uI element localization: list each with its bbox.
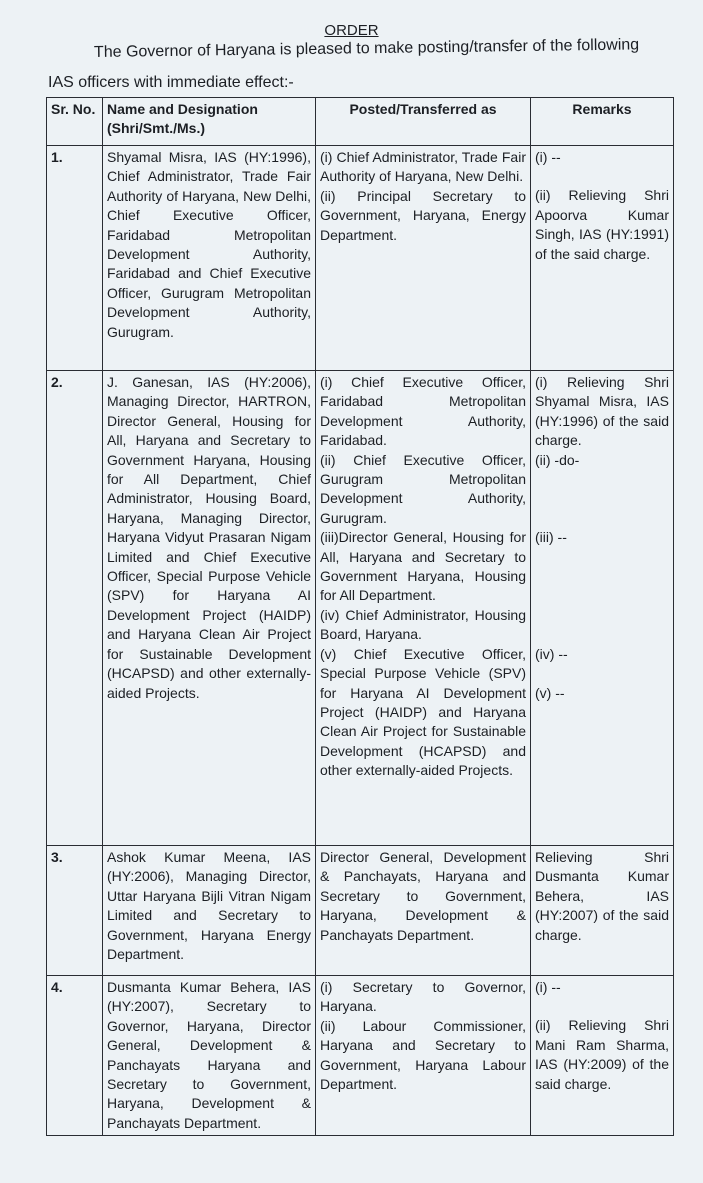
name-cell: Ashok Kumar Meena, IAS (HY:2006), Managing Director, Uttar Haryana Bijli Vitran Nigam Limited and Secretary to Government, Haryana Energy Department. [103, 846, 316, 976]
remark-item: (iii) -- [535, 529, 567, 546]
remarks-cell [531, 976, 674, 1136]
order-title: ORDER [324, 22, 379, 39]
posted-item: (iv) Chief Administrator, Housing Board, Haryana. [320, 606, 526, 643]
remark-item: (iv) -- [535, 646, 568, 663]
header-posted: Posted/Transferred as [316, 98, 531, 146]
sr-cell: 4. [47, 976, 103, 1136]
remark-item: (v) -- [535, 684, 565, 701]
remarks-cell [531, 146, 674, 371]
posted-item: (i) Chief Administrator, Trade Fair Authority of Haryana, New Delhi. [320, 149, 526, 185]
remark-item: (i) -- [535, 979, 561, 995]
name-cell: Shyamal Misra, IAS (HY:1996), Chief Administrator, Trade Fair Authority of Haryana, New Delhi, Chief Executive Officer, Faridabad Metropolitan Development Authority, Faridabad and Chief Executive Officer, Gurugram Metropolitan Development Authority, Gurugram. [103, 146, 316, 371]
table-row [47, 976, 674, 1136]
sr-cell: 3. [47, 846, 103, 976]
posted-item: (ii) Labour Commissioner, Haryana and Secretary to Government, Haryana Labour Department. [320, 1017, 526, 1093]
name-cell: Dusmanta Kumar Behera, IAS (HY:2007), Secretary to Governor, Haryana, Director General, Development & Panchayats Haryana and Secretary to Government, Haryana, Development & Panchayats Department. [103, 976, 316, 1136]
remark-item: (ii) Relieving Shri Apoorva Kumar Singh, IAS (HY:1991) of the said charge. [535, 187, 669, 262]
remark-item: (i) Relieving Shri Shyamal Misra, IAS (HY:1996) of the said charge. [535, 374, 669, 449]
table-row [47, 371, 674, 846]
table-row [47, 846, 674, 976]
remark-item: (i) -- [535, 149, 561, 165]
header-sr: Sr. No. [47, 98, 103, 146]
remarks-cell [531, 846, 674, 976]
name-cell: J. Ganesan, IAS (HY:2006), Managing Director, HARTRON, Director General, Housing for All, Haryana and Secretary to Government Haryana, Housing for All Department, Chief Administrator, Housing Board, Haryana, Managing Director, Haryana Vidyut Prasaran Nigam Limited and Chief Executive Officer, Special Purpose Vehicle (SPV) for Haryana AI Development Project (HAIDP) and Haryana Clean Air Project for Sustainable Development (HCAPSD) and other externally-aided Projects. [103, 371, 316, 846]
remarks-cell [531, 371, 674, 846]
sr-cell: 2. [47, 371, 103, 846]
posted-cell [316, 371, 531, 846]
sr-cell: 1. [47, 146, 103, 371]
remark-item: Relieving Shri Dusmanta Kumar Behera, IAS (HY:2007) of the said charge. [535, 849, 669, 943]
table-header-row [47, 98, 674, 146]
posted-cell [316, 146, 531, 371]
posted-item: (i) Chief Executive Officer, Faridabad Metropolitan Development Authority, Faridabad. [320, 374, 526, 449]
intro-text-line2: IAS officers with immediate effect:- [48, 74, 294, 91]
posted-cell [316, 846, 531, 976]
intro-text-line1: The Governor of Haryana is pleased to make posting/transfer of the following [93, 36, 640, 61]
transfer-table [46, 97, 674, 1136]
posted-item: Director General, Development & Panchayats, Haryana and Secretary to Government, Haryana, Development & Panchayats Department. [320, 849, 526, 943]
header-remarks: Remarks [531, 98, 674, 146]
remark-item: (ii) -do- [535, 451, 580, 468]
posted-item: (ii) Chief Executive Officer, Gurugram Metropolitan Development Authority, Gurugram. [320, 451, 526, 526]
posted-item: (i) Secretary to Governor, Haryana. [320, 979, 526, 1015]
table-row [47, 146, 674, 371]
posted-cell [316, 976, 531, 1136]
posted-item: (v) Chief Executive Officer, Special Purpose Vehicle (SPV) for Haryana AI Development Project (HAIDP) and Haryana Clean Air Project for Sustainable Development (HCAPSD) and other externally-aided Projects. [320, 645, 526, 779]
header-name: Name and Designation (Shri/Smt./Ms.) [103, 98, 316, 146]
posted-item: (ii) Principal Secretary to Government, Haryana, Energy Department. [320, 187, 526, 243]
remark-item: (ii) Relieving Shri Mani Ram Sharma, IAS (HY:2009) of the said charge. [535, 1017, 669, 1092]
posted-item: (iii)Director General, Housing for All, Haryana and Secretary to Government Haryana, Housing for All Department. [320, 529, 526, 604]
